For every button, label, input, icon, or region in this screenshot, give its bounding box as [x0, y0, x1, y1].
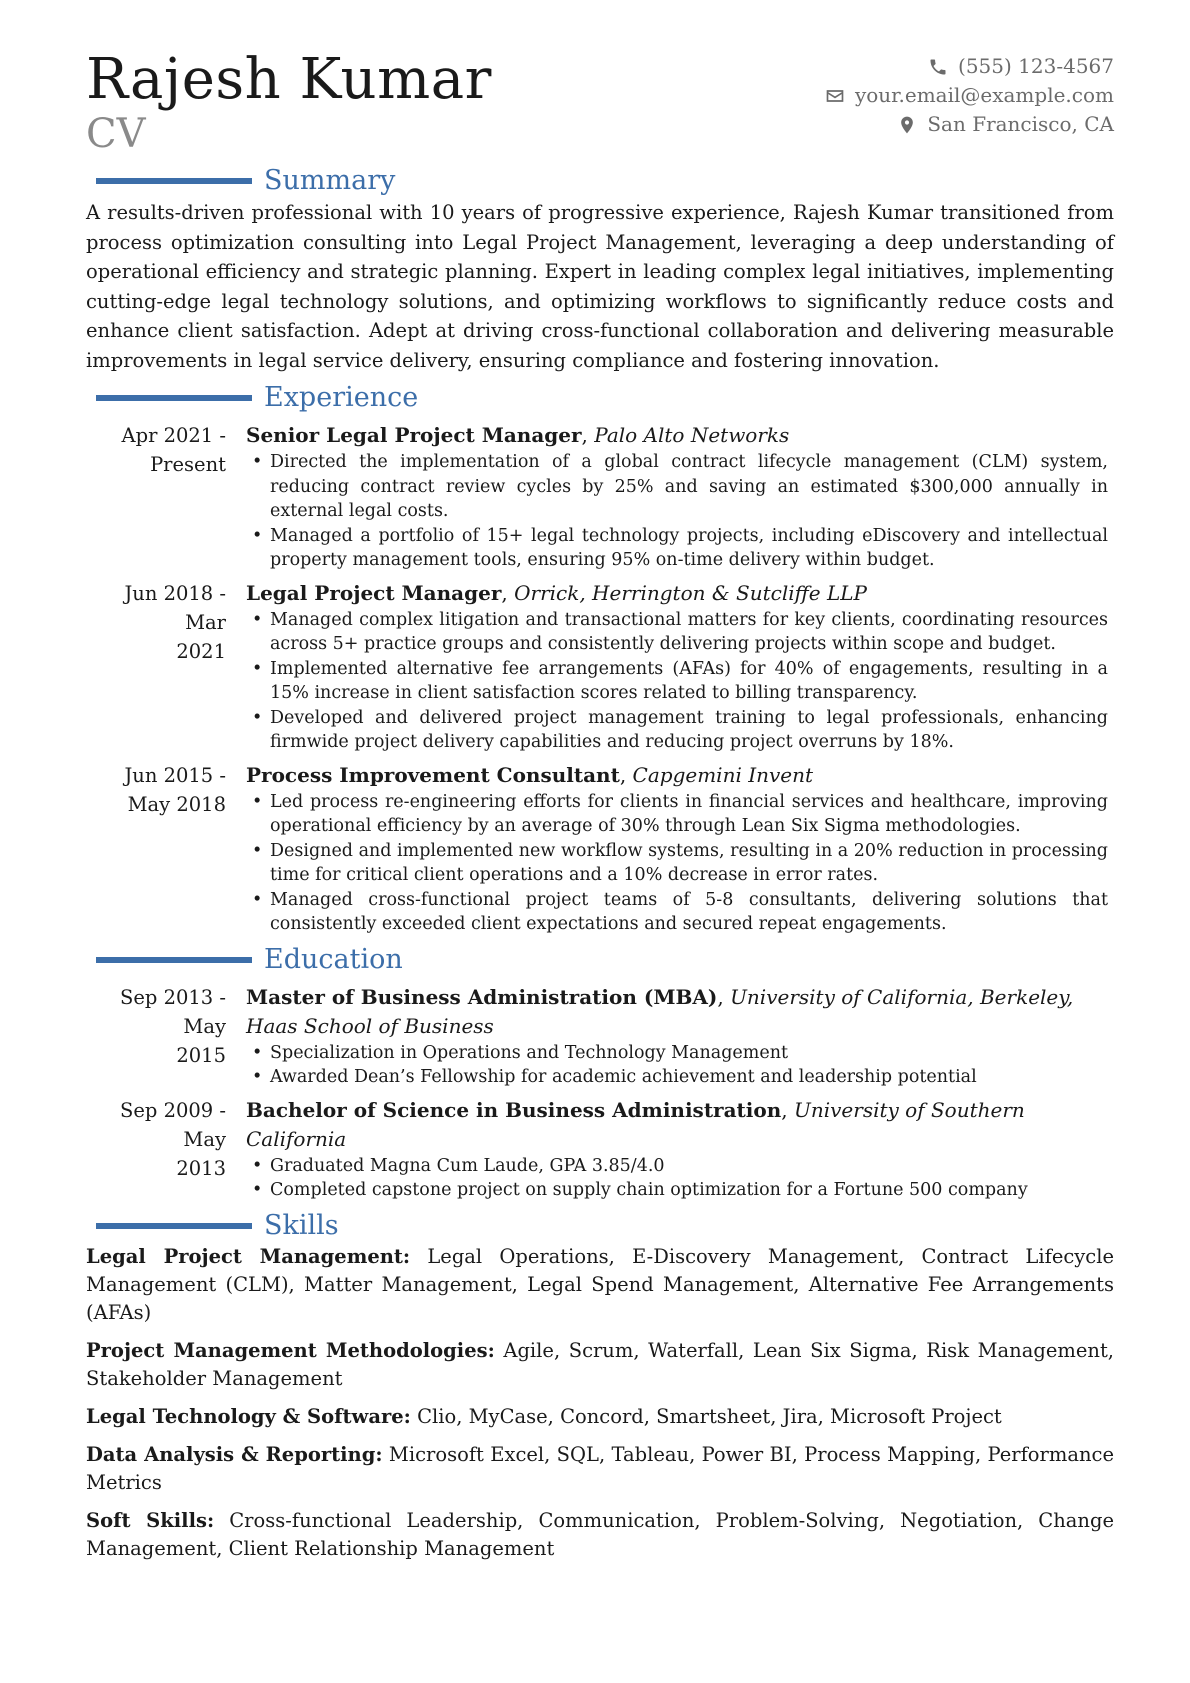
section-education-header	[86, 943, 1114, 977]
entry-date-line: Jun 2015 -	[124, 763, 226, 787]
entry-role: Process Improvement Consultant	[246, 762, 620, 787]
skill-label: Data Analysis & Reporting:	[86, 1442, 383, 1466]
contact-info	[825, 52, 1114, 139]
section-title: Summary	[264, 165, 396, 196]
entry-org: Palo Alto Networks	[594, 423, 790, 447]
entry-body	[246, 579, 1114, 755]
skill-label: Legal Project Management:	[86, 1244, 411, 1268]
skill-value: Cross-functional Leadership, Communication, Problem-Solving, Negotiation, Change Management, Client Relationship Management	[86, 1508, 1114, 1560]
list-item: • Led process re-engineering efforts for clients in financial services and healthcare, improving operational efficiency by an average of 30% through Lean Six Sigma methodologies.	[246, 790, 1108, 839]
entry-date-line: Sep 2013 - May	[120, 985, 226, 1038]
list-item: • Directed the implementation of a global contract lifecycle management (CLM) system, reducing contract review cycles by 25% and saving an estimated $300,000 annually in external legal costs.	[246, 450, 1108, 524]
entry-org: University of Southern California	[246, 1097, 1025, 1151]
skill-value: Legal Operations, E-Discovery Management, Contract Lifecycle Management (CLM), Matter Management, Legal Spend Management, Alternative Fee Arrangements (AFAs)	[86, 1244, 1115, 1324]
entry-body	[246, 761, 1114, 937]
entry-bullets	[246, 1154, 1108, 1203]
contact-location	[825, 110, 1114, 139]
experience-entry	[86, 421, 1114, 573]
entry-org: University of California, Berkeley, Haas School of Business	[246, 984, 1074, 1038]
education-entry	[86, 983, 1114, 1090]
list-item: • Awarded Dean’s Fellowship for academic achievement and leadership potential	[246, 1065, 1108, 1090]
skill-value: Agile, Scrum, Waterfall, Lean Six Sigma, Risk Management, Stakeholder Management	[86, 1338, 1114, 1390]
section-summary-header	[86, 164, 1114, 198]
entry-title: Process Improvement Consultant, Capgemini Invent	[246, 762, 814, 787]
list-item: • Designed and implemented new workflow systems, resulting in a 20% reduction in processing time for critical client operations and a 10% decrease in error rates.	[246, 839, 1108, 888]
experience-entry	[86, 579, 1114, 755]
section-accent-bar	[96, 178, 252, 184]
skill-item	[86, 1441, 1114, 1497]
section-skills-header	[86, 1209, 1114, 1243]
location-text: San Francisco, CA	[927, 112, 1114, 136]
skills-list	[86, 1243, 1114, 1563]
section-accent-bar	[96, 395, 252, 401]
skill-label: Project Management Methodologies:	[86, 1338, 495, 1362]
section-title: Skills	[264, 1209, 339, 1241]
section-title: Education	[264, 943, 403, 975]
email-text[interactable]: your.email@example.com	[854, 83, 1114, 107]
entry-date-line: 2013	[176, 1156, 226, 1180]
list-item: • Managed a portfolio of 15+ legal technology projects, including eDiscovery and intellectual property management tools, ensuring 95% on-time delivery within budget.	[246, 524, 1108, 573]
map-pin-icon	[897, 115, 917, 135]
phone-icon	[928, 57, 948, 77]
entry-date	[86, 1096, 246, 1203]
skill-value: Microsoft Excel, SQL, Tableau, Power BI, Process Mapping, Performance Metrics	[86, 1442, 1115, 1494]
phone-text: (555) 123-4567	[958, 54, 1114, 78]
entry-org: Orrick, Herrington & Sutcliffe LLP	[514, 580, 868, 605]
entry-date-line: Apr 2021 -	[121, 424, 226, 447]
entry-bullets	[246, 608, 1108, 755]
entry-date	[86, 761, 246, 937]
skill-value: Clio, MyCase, Concord, Smartsheet, Jira, Microsoft Project	[417, 1404, 1002, 1428]
entry-role: Bachelor of Science in Business Administration	[246, 1097, 782, 1122]
entry-bullets	[246, 1041, 1108, 1090]
entry-date-line: Jun 2018 - Mar	[124, 581, 226, 634]
entry-date	[86, 579, 246, 755]
cv-page	[86, 48, 1114, 1573]
entry-date-line: 2021	[176, 639, 226, 663]
entry-date-line: 2015	[176, 1043, 226, 1067]
skill-item	[86, 1337, 1114, 1393]
summary-text: A results-driven professional with 10 years of progressive experience, Rajesh Kumar transitioned from process optimization consulting into Legal Project Management, leveraging a deep understanding of operational efficiency and strategic planning. Expert in leading complex legal initiatives, implementing cutting-edge legal technology solutions, and optimizing workflows to significantly reduce costs and enhance client satisfaction. Adept at driving cross-functional collaboration and delivering measurable improvements in legal service delivery, ensuring compliance and fostering innovation.	[86, 201, 1114, 372]
entry-date	[86, 421, 246, 573]
entry-role: Senior Legal Project Manager	[246, 423, 582, 447]
entry-role: Master of Business Administration (MBA)	[246, 984, 718, 1009]
entry-body	[246, 1096, 1114, 1203]
header	[86, 48, 1114, 158]
entry-body	[246, 983, 1114, 1090]
entry-date-line: Sep 2009 - May	[120, 1098, 226, 1151]
list-item: • Managed cross-functional project teams of 5-8 consultants, delivering solutions that consistently exceeded client expectations and secured repeat engagements.	[246, 888, 1108, 937]
skill-item	[86, 1403, 1114, 1431]
list-item: • Developed and delivered project management training to legal professionals, enhancing firmwide project delivery capabilities and reducing project overruns by 18%.	[246, 706, 1108, 755]
contact-phone	[825, 52, 1114, 81]
skill-item	[86, 1243, 1114, 1327]
skill-item	[86, 1507, 1114, 1563]
entry-date-line: Present	[150, 453, 226, 476]
entry-bullets	[246, 450, 1108, 573]
entry-date-line: May 2018	[127, 792, 226, 816]
section-title: Experience	[264, 382, 419, 413]
entry-role: Legal Project Manager	[246, 580, 502, 605]
experience-entry	[86, 761, 1114, 937]
list-item: • Completed capstone project on supply chain optimization for a Fortune 500 company	[246, 1178, 1108, 1203]
entry-body	[246, 421, 1114, 573]
entry-title: Master of Business Administration (MBA), University of California, Berkeley, Haas School of Business	[246, 984, 1074, 1038]
entry-date	[86, 983, 246, 1090]
section-experience-header	[86, 381, 1114, 415]
envelope-icon	[825, 86, 845, 106]
entry-bullets	[246, 790, 1108, 937]
education-entry	[86, 1096, 1114, 1203]
list-item: • Graduated Magna Cum Laude, GPA 3.85/4.0	[246, 1154, 1108, 1179]
entry-org: Capgemini Invent	[632, 762, 814, 787]
entry-title: Legal Project Manager, Orrick, Herrington & Sutcliffe LLP	[246, 580, 868, 605]
skill-label: Soft Skills:	[86, 1508, 215, 1532]
list-item: • Implemented alternative fee arrangements (AFAs) for 40% of engagements, resulting in a 15% increase in client satisfaction scores related to billing transparency.	[246, 657, 1108, 706]
section-accent-bar	[96, 1223, 252, 1229]
list-item: • Managed complex litigation and transactional matters for key clients, coordinating resources across 5+ practice groups and consistently delivering projects within scope and budget.	[246, 608, 1108, 657]
skill-label: Legal Technology & Software:	[86, 1404, 411, 1428]
person-name: Rajesh Kumar	[86, 47, 492, 112]
section-accent-bar	[96, 957, 252, 963]
list-item: • Specialization in Operations and Technology Management	[246, 1041, 1108, 1066]
contact-email	[825, 81, 1114, 110]
entry-title: Bachelor of Science in Business Administration, University of Southern California	[246, 1097, 1025, 1151]
document-type: CV	[86, 111, 146, 157]
entry-title: Senior Legal Project Manager, Palo Alto Networks	[246, 423, 790, 447]
